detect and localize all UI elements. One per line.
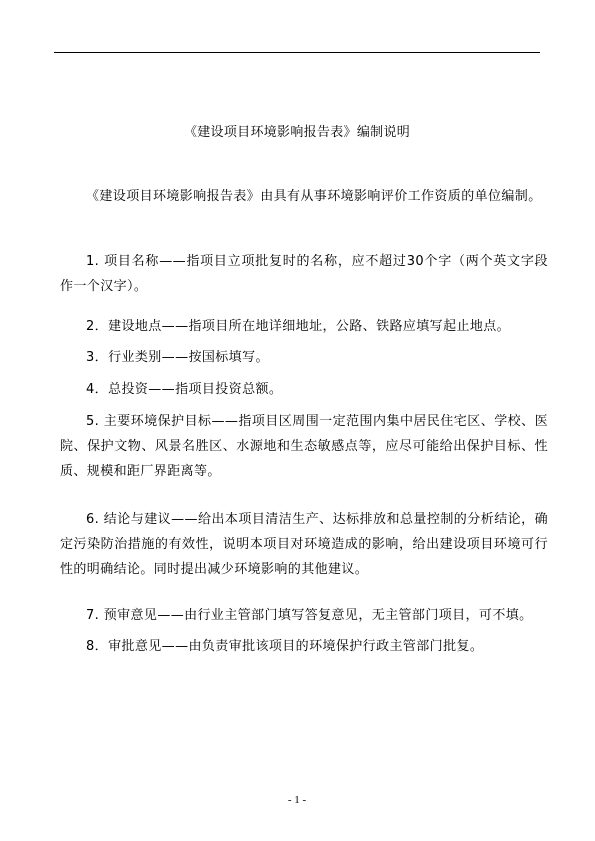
item-protection-targets: 5. 主要环境保护目标——指项目区周围一定范围内集中居民住宅区、学校、医院、保护文物、风景名胜区、水源地和生态敏感点等，应尽可能给出保护目标、性质、规模和距厂界距离等。 — [60, 414, 548, 479]
item-preliminary-opinion: 7. 预审意见——由行业主管部门填写答复意见，无主管部门项目，可不填。 — [86, 608, 533, 623]
item-project-name: 1. 项目名称——指项目立项批复时的名称，应不超过30个字（两个英文字段作一个汉字）。 — [60, 254, 548, 294]
item-conclusions: 6. 结论与建议——给出本项目清洁生产、达标排放和总量控制的分析结论，确定污染防治措施的有效性，说明本项目对环境造成的影响，给出建设项目环境可行性的明确结论。同时提出减少环境影响的其他建议。 — [60, 512, 548, 577]
document-title: 《建设项目环境影响报告表》编制说明 — [183, 125, 411, 140]
item-approval-opinion: 8．审批意见——由负责审批该项目的环境保护行政主管部门批复。 — [86, 639, 484, 654]
item-construction-site: 2．建设地点——指项目所在地详细地址，公路、铁路应填写起止地点。 — [86, 319, 511, 334]
intro-paragraph: 《建设项目环境影响报告表》由具有从事环境影响评价工作资质的单位编制。 — [86, 189, 542, 204]
item-industry-category: 3．行业类别——按国标填写。 — [86, 350, 269, 365]
item-total-investment: 4．总投资——指项目投资总额。 — [86, 382, 283, 397]
page-number: - 1 - — [287, 794, 307, 806]
header-rule — [54, 52, 540, 53]
